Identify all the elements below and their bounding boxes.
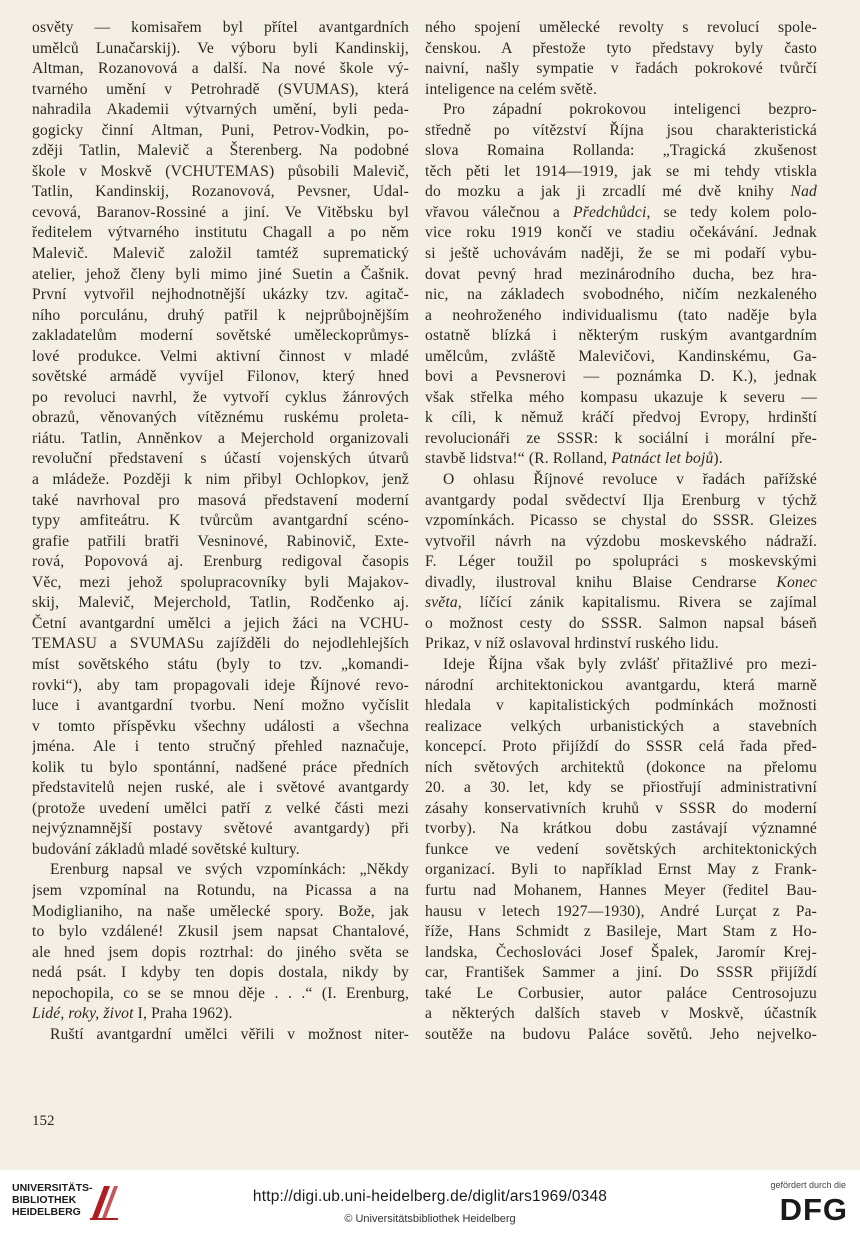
right-text-line: 20. a 30. let, kdy se přiostřují administrativní [425,779,817,797]
left-text-line: Malevič. Malevič založil tamtéž suprematický [32,245,409,263]
right-text-line: inteligence na celém světě. [425,80,598,98]
right-text-line: národní architektonickou avantgardu, která marně [425,676,817,694]
left-text-line: kolik tu bylo spontánní, nadšené práce předních [32,758,409,776]
right-text-line: a neohroženého individualismu (tato naděje byla [425,306,817,324]
dfg-logo[interactable]: DFG [779,1192,848,1227]
left-text-line: nahradila Akademii výtvarných umění, byli peda- [32,101,409,119]
left-text-line: ního porculánu, druhý patřil k nejprůbojnějším [32,306,409,324]
right-text-line: Ideje Října však byly zvlášť přitažlivé pro mezi- [443,655,817,673]
right-text-line: ních světových architektů (dokonce na přelomu [425,758,817,776]
left-text-line: skij, Malevič, Mejerchold, Tatlin, Rodčenko aj. [32,594,409,612]
left-text-line: TEMASU a SVUMASu zajížděli do nejodlehlejších [32,635,409,653]
left-text-line: a mládeže. Později k nim přibyl Ochlopkov, jenž [32,471,409,489]
left-text-line: Tatlin, Kandinskij, Rozanovová, Pevsner, Udal- [32,183,409,201]
right-text-line: stavbě lidstva!“ (R. Rolland, Patnáct let bojů). [425,450,723,468]
right-text-line: vřavou válečnou a Předchůdci, se tedy kolem polo- [425,203,817,221]
left-text-line: Věc, mezi jehož spolupracovníky byli Majakov- [32,573,409,591]
right-text-line: ostatně blízká i některým ruským avantgardním [425,327,817,345]
right-text-line: čenskou. A přestože tyto představy byly často [425,39,817,57]
right-text-column [425,18,817,1045]
left-text-line: Erenburg napsal ve svých vzpomínkách: „Někdy [50,861,409,879]
logo-line-3: HEIDELBERG [12,1206,81,1218]
left-text-line: rová, Popovová aj. Erenburg redigoval časopis [32,553,409,571]
left-text-line: také navrhoval pro masová představení moderní [32,491,409,509]
left-text-line: tvarného umění v Petrohradě (SVUMAS), která [32,80,409,98]
left-text-line: obrazů, věnovaných vítěznému ruskému proleta- [32,409,409,427]
right-text-line: realizace velkých urbanistických a stavebních [425,717,817,735]
left-text-line: budování základů mladé sovětské kultury. [32,840,300,858]
left-text-line: Četní avantgardní umělci a jejich žáci na VCHU- [32,614,409,632]
right-text-line: hausu v letech 1927—1930), André Lurçat z Pa- [425,902,817,920]
left-text-line: představitelů nejen ruské, ale i světové avantgardy [32,779,409,797]
right-text-line: car, František Sammer a jiní. Do SSSR přijíždí [425,964,817,982]
right-text-line: vice roku 1919 končí ve stadiu očekávání. Jednak [425,224,817,242]
left-text-line: lové produkce. Velmi aktivní činnost v mladé [32,347,409,365]
left-text-line: gogicky činní Altman, Puni, Petrov-Vodkin, po- [32,121,409,139]
right-text-line: funkce ve vedení sovětských architektonických [425,840,817,858]
left-text-line: Lidé, roky, život I, Praha 1962). [32,1005,233,1023]
left-text-line: zakladatelům moderní sovětské uměleckoprůmys- [32,327,409,345]
left-text-line: nedá psát. I kdyby ten dopis dostala, nikdy by [32,964,409,982]
left-text-line: umělců Lunačarskij). Ve výboru byli Kandinskij, [32,39,409,57]
copyright-text: © Universitätsbibliothek Heidelberg [344,1213,516,1225]
right-text-line: bovi a Pevsnerovi — poznámka D. K.), jednak [425,368,817,386]
right-text-line: těch pěti let 1914—1919, jak se mi tehdy vtiskla [425,162,817,180]
right-text-line: naivní, našly sympatie v řadách pokrokové tvůrčí [425,60,817,78]
right-text-line: soutěže na budovu Paláce sovětů. Jeho nejvelko- [425,1025,817,1043]
left-text-line: První vytvořil nejhodnotnější ukázky tzv. agitač- [32,286,409,304]
left-text-line: jsem vzpomínal na Rotundu, na Picassa a na [32,881,409,899]
left-text-line: Ruští avantgardní umělci věřili v možnost niter- [50,1025,409,1043]
right-text-line: umělcům, zvláště Malevičovi, Kandinskému, Ga- [425,347,817,365]
left-text-line: to bylo vzdálené! Zkusil jsem napsat Chantalové, [32,923,409,941]
left-text-line: v tomto příspěvku všechny události a všechna [32,717,409,735]
right-text-line: divadly, ilustroval knihu Blaise Cendrarse Konec [425,573,817,591]
left-text-line: ředitelem výtvarného institutu Chagall a po něm [32,224,409,242]
right-text-line: F. Léger toužil po spolupráci s moskevskými [425,553,817,571]
right-text-line: ného spojení umělecké revolty s revolucí spole- [425,19,817,36]
right-text-line: zásahy konservativních kruhů v SSSR do moderní [425,799,817,817]
right-text-line: furtu nad Mohanem, Hannes Meyer (ředitel Bau- [425,881,817,899]
left-text-line: (protože uvedení umělci patří z velké části mezi [32,799,409,817]
right-text-line: také Le Corbusier, autor paláce Centrosojuzu [425,984,817,1002]
right-text-line: revolucionáři ze SSSR: k sociální i morální pře- [425,429,817,447]
right-text-line: nic, na základech svobodného, ničím nezkaleného [425,286,817,304]
right-text-line: avantgardy podal svědectví Ilja Erenburg v týchž [425,491,817,509]
left-text-line: atelier, jehož členy byli mimo jiné Suetin a Čašnik. [32,265,409,283]
right-text-line: k cíli, k němuž kráčí předvoj Evropy, hrdinští [425,409,817,427]
right-text-line: říže, Hans Schmidt z Basileje, Mart Stam z Ho- [425,923,817,941]
right-text-line: si ještě uchovávám naději, že se mi podaří vybu- [425,245,817,263]
left-text-line: rovki“), aby tam propagovali ideje Říjnové revo- [32,676,409,694]
page-number: 152 [32,1113,55,1129]
right-text-line: však střelka mého kompasu ukazuje k severu — [425,388,817,406]
left-text-line: nejvýznamnější postavy světové avantgardy) při [32,820,409,838]
left-text-line: škole v Moskvě (VCHUTEMAS) působili Malevič, [32,162,409,180]
left-text-line: zději Tatlin, Malevič a Šterenberg. Na podobné [32,142,409,160]
right-text-line: dovat pevný hrad mezinárodního ducha, bez hra- [425,265,817,283]
right-text-line: Pro západní pokrokovou inteligenci bezpro- [443,101,817,119]
left-text-line: riátu. Tatlin, Anněnkov a Mejerchold organizovali [32,429,409,447]
permalink-url[interactable]: http://digi.ub.uni-heidelberg.de/diglit/ars1969/0348 [252,1188,608,1205]
left-text-line: revoluční představení s účastí vojenských útvarů [32,450,409,468]
right-text-line: koncepcí. Proto přijíždí do SSSR celá řada před- [425,738,817,756]
left-text-line: nepochopila, co se se mnou děje . . .“ (I. Erenburg, [32,984,409,1002]
left-text-line: typy amfiteátru. K tvůrcům avantgardní scéno- [32,512,409,530]
right-text-line: vytvořil návrh na výzdobu moskevského nádraží. [425,532,817,550]
right-text-line: O ohlasu Říjnové revoluce v řadách pařížské [443,471,817,489]
left-text-line: luce i avantgardní tvorbu. Není možno vyčíslit [32,697,409,715]
left-text-line: míst sovětského státu (byly to tzv. „komandi- [32,655,409,673]
left-text-line: grafie patřili bratři Vesninové, Rabinovič, Exte- [32,532,409,550]
right-text-line: hledala v kapitalistických podmínkách možnosti [425,697,817,715]
right-text-line: organizací. Byli to například Ernst May z Frank- [425,861,817,879]
left-text-line: Modiglianiho, na naše umělecké spory. Bože, jak [32,902,409,920]
right-text-line: Prikaz, v níž oslavoval hrdinství ruského lidu. [425,635,719,653]
left-text-line: jména. Ale i tento stručný přehled naznačuje, [32,738,409,756]
right-text-line: světa, líčící zánik kapitalismu. Rivera se zajímal [425,594,817,612]
left-text-column [32,18,409,1045]
right-text-line: vzpomínkách. Picasso se chystal do SSSR. Gleizes [425,512,817,530]
left-text-line: osvěty — komisařem byl přítel avantgardních [32,19,409,36]
footer-bar [0,1170,860,1235]
right-text-line: středně po vítězství Října jsou charakteristická [425,121,817,139]
left-text-line: cevová, Baranov-Rossiné a jiní. Ve Vitěbsku byl [32,203,409,221]
right-text-line: o možnost cesty do SSSR. Salmon napsal báseň [425,614,817,632]
logo-line-1: UNIVERSITÄTS- [12,1182,93,1194]
left-text-line: ale hned jsem dopis roztrhal: do jiného světa se [32,943,409,961]
right-text-line: slova Romaina Rollanda: „Tragická zkušenost [425,142,817,160]
right-text-line: landska, Čechoslováci Josef Špalek, Jaromír Krej- [425,943,817,961]
right-text-line: a některých dalších staveb v Moskvě, účastník [425,1005,817,1023]
left-text-line: po revoluci navrhl, že vytvoří cyklus žánrových [32,388,409,406]
logo-line-2: BIBLIOTHEK [12,1194,77,1206]
right-text-line: do mozku a jak ji zrcadlí mé dvě knihy Nad [425,183,817,201]
funding-note: gefördert durch die [770,1180,846,1190]
right-text-line: tvorby). Na krátkou dobu zastávají významné [425,820,817,838]
left-text-line: sovětské armádě vyvíjel Filonov, který hned [32,368,409,386]
left-text-line: Altman, Rozanovová a další. Na nové škole vý- [32,60,409,78]
